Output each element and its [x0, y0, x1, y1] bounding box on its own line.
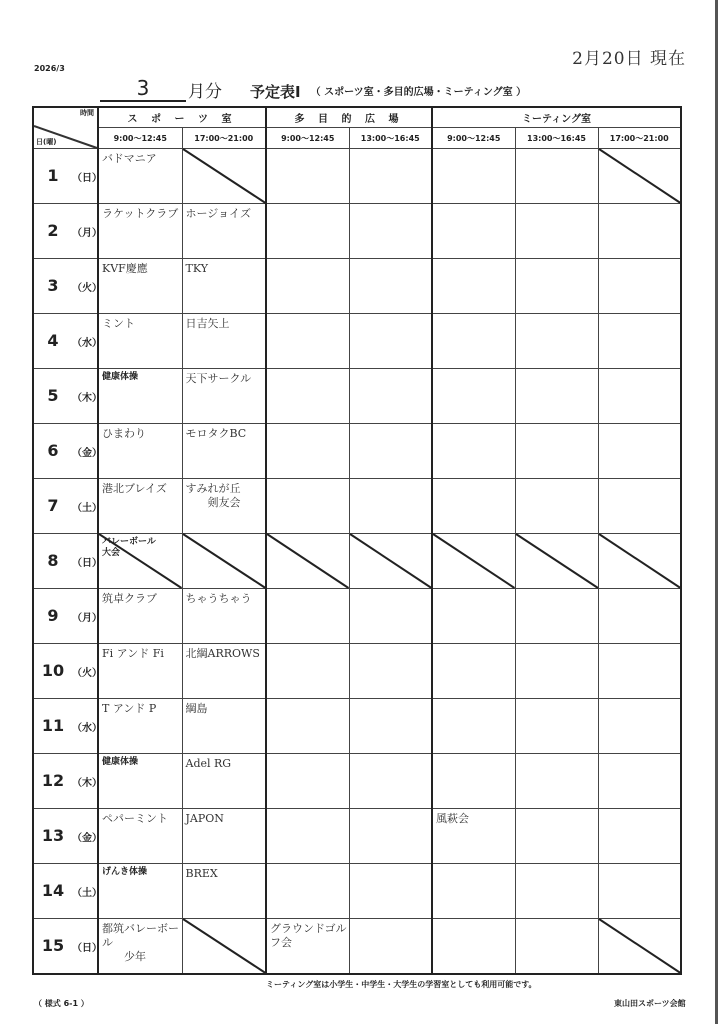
- schedule-cell[interactable]: [349, 259, 432, 314]
- schedule-cell[interactable]: [266, 589, 349, 644]
- schedule-cell[interactable]: [515, 149, 598, 204]
- schedule-cell[interactable]: [515, 534, 598, 589]
- time-slot-header: 13:00～16:45: [349, 128, 432, 149]
- scan-edge: [715, 0, 718, 1024]
- day-cell: [33, 204, 102, 259]
- schedule-cell[interactable]: [349, 589, 432, 644]
- booking-text: グラウンドゴルフ会: [270, 922, 347, 949]
- schedule-cell[interactable]: [182, 644, 266, 699]
- schedule-cell[interactable]: [182, 259, 266, 314]
- schedule-cell[interactable]: [98, 204, 182, 259]
- schedule-cell[interactable]: [349, 149, 432, 204]
- table-row: [33, 204, 681, 259]
- schedule-cell[interactable]: [515, 699, 598, 754]
- room-header-plaza: 多 目 的 広 場: [266, 107, 432, 128]
- unavailable-slash: [267, 534, 349, 588]
- schedule-cell[interactable]: [182, 534, 266, 589]
- schedule-cell[interactable]: [349, 369, 432, 424]
- table-row: [33, 754, 681, 809]
- schedule-cell[interactable]: [349, 919, 432, 975]
- schedule-title: 予定表Ⅰ: [250, 83, 301, 101]
- day-cell: [33, 754, 102, 809]
- schedule-cell[interactable]: [515, 589, 598, 644]
- schedule-cell[interactable]: [182, 589, 266, 644]
- booking-text: 綱島: [185, 702, 208, 715]
- day-cell: [33, 589, 102, 644]
- schedule-cell[interactable]: [182, 204, 266, 259]
- schedule-cell[interactable]: [598, 424, 681, 479]
- booking-text: 健康体操: [102, 372, 139, 382]
- day-cell: [33, 919, 102, 975]
- schedule-cell[interactable]: [98, 314, 182, 369]
- schedule-cell[interactable]: [598, 534, 681, 589]
- table-row: [33, 314, 681, 369]
- table-row: [33, 369, 681, 424]
- room-header-sports: ス ポ ー ツ 室: [98, 107, 266, 128]
- schedule-cell[interactable]: [98, 149, 182, 204]
- schedule-cell[interactable]: [182, 369, 266, 424]
- table-row: [33, 424, 681, 479]
- unavailable-slash: [599, 534, 681, 588]
- schedule-cell[interactable]: [598, 259, 681, 314]
- weekday: （水）: [72, 338, 102, 349]
- schedule-cell[interactable]: [432, 534, 515, 589]
- schedule-cell[interactable]: [98, 699, 182, 754]
- organization-name: 東山田スポーツ会館: [614, 999, 686, 1008]
- booking-text: 天下サークル: [185, 372, 252, 385]
- schedule-cell[interactable]: [266, 314, 349, 369]
- weekday: （金）: [72, 833, 102, 844]
- schedule-cell[interactable]: [432, 149, 515, 204]
- schedule-cell[interactable]: [432, 314, 515, 369]
- booking-text: すみれが丘 剣友会: [185, 482, 241, 509]
- schedule-cell[interactable]: [266, 149, 349, 204]
- room-header-meeting: ミーティング室: [432, 107, 681, 128]
- schedule-cell[interactable]: [598, 809, 681, 864]
- table-row: [33, 809, 681, 864]
- schedule-cell[interactable]: [182, 314, 266, 369]
- table-row: [33, 149, 681, 204]
- table-row: [33, 699, 681, 754]
- schedule-cell[interactable]: [266, 864, 349, 919]
- time-slot-header: 13:00～16:45: [515, 128, 598, 149]
- day-cell: [33, 369, 102, 424]
- schedule-cell[interactable]: [598, 314, 681, 369]
- unavailable-slash: [516, 534, 598, 588]
- schedule-cell[interactable]: [266, 424, 349, 479]
- time-slot-header: 9:00～12:45: [98, 128, 182, 149]
- schedule-cell[interactable]: [266, 369, 349, 424]
- booking-text: ちゃうちゃう: [185, 592, 252, 605]
- booking-text: BREX: [185, 867, 218, 880]
- unavailable-slash: [599, 919, 681, 973]
- day-cell: [33, 644, 102, 699]
- schedule-cell[interactable]: [515, 644, 598, 699]
- footer-note: ミーティング室は小学生・中学生・大学生の学習室としても利用可能です。: [266, 980, 537, 989]
- unavailable-slash: [99, 534, 182, 588]
- booking-text: TKY: [185, 262, 209, 275]
- schedule-cell[interactable]: [515, 754, 598, 809]
- booking-text: ホージョイズ: [185, 207, 251, 220]
- schedule-cell[interactable]: [598, 369, 681, 424]
- schedule-cell[interactable]: [349, 534, 432, 589]
- day-number: 11: [41, 716, 65, 735]
- schedule-cell[interactable]: [432, 589, 515, 644]
- weekday: （日）: [72, 173, 102, 184]
- booking-text: ミント: [102, 317, 135, 330]
- schedule-cell[interactable]: [432, 809, 515, 864]
- booking-text: モロタクBC: [185, 427, 247, 440]
- schedule-cell[interactable]: [182, 149, 266, 204]
- day-number: 6: [47, 441, 59, 460]
- table-row: [33, 259, 681, 314]
- schedule-cell[interactable]: [598, 864, 681, 919]
- schedule-cell[interactable]: [515, 424, 598, 479]
- booking-text: KVF慶應: [102, 262, 148, 275]
- booking-text: Adel RG: [185, 757, 232, 770]
- booking-text: 筑卓クラブ: [102, 592, 157, 605]
- table-row: [33, 534, 681, 589]
- booking-text: 日吉矢上: [185, 317, 230, 330]
- unavailable-slash: [183, 149, 266, 203]
- corner-day-label: 日(曜): [36, 138, 57, 146]
- schedule-cell[interactable]: [598, 479, 681, 534]
- day-number: 9: [47, 606, 59, 625]
- day-number: 2: [47, 221, 59, 240]
- table-row: [33, 644, 681, 699]
- schedule-cell[interactable]: [598, 149, 681, 204]
- booking-text: 健康体操: [102, 757, 139, 767]
- schedule-cell[interactable]: [432, 204, 515, 259]
- schedule-cell[interactable]: [182, 809, 266, 864]
- booking-text: ラケットクラブ: [102, 207, 179, 220]
- day-cell: [33, 259, 102, 314]
- schedule-subtitle: （ スポーツ室・多目的広場・ミーティング室 ）: [310, 87, 527, 98]
- booking-text: ペパーミント: [102, 812, 168, 825]
- schedule-cell[interactable]: [266, 534, 349, 589]
- schedule-cell[interactable]: [266, 699, 349, 754]
- schedule-cell[interactable]: [266, 754, 349, 809]
- schedule-cell[interactable]: [182, 699, 266, 754]
- weekday: （日）: [72, 558, 102, 569]
- corner-header: [33, 107, 98, 149]
- schedule-cell[interactable]: [349, 809, 432, 864]
- schedule-cell[interactable]: [598, 919, 681, 975]
- booking-text: 風萩会: [436, 812, 469, 825]
- weekday: （土）: [72, 503, 102, 514]
- day-number: 13: [41, 826, 65, 845]
- booking-text: 都筑バレーボール 少年: [102, 922, 179, 963]
- schedule-cell[interactable]: [266, 809, 349, 864]
- day-cell: [33, 424, 102, 479]
- schedule-cell[interactable]: [349, 314, 432, 369]
- schedule-cell[interactable]: [182, 479, 266, 534]
- unavailable-slash: [350, 534, 432, 588]
- schedule-cell[interactable]: [266, 479, 349, 534]
- schedule-cell[interactable]: [432, 259, 515, 314]
- unavailable-slash: [183, 534, 266, 588]
- schedule-cell[interactable]: [598, 204, 681, 259]
- booking-text: 港北ブレイズ: [102, 482, 167, 495]
- year-month-label: 2026/3: [34, 64, 65, 73]
- day-number: 3: [47, 276, 59, 295]
- schedule-table: [32, 106, 682, 975]
- schedule-cell[interactable]: [432, 919, 515, 975]
- schedule-cell[interactable]: [598, 644, 681, 699]
- day-cell: [33, 149, 102, 204]
- page-title: [100, 76, 526, 102]
- day-cell: [33, 864, 102, 919]
- table-row: [33, 864, 681, 919]
- booking-text: JAPON: [185, 812, 224, 825]
- day-number: 4: [47, 331, 59, 350]
- time-slot-header: 17:00～21:00: [598, 128, 681, 149]
- schedule-cell[interactable]: [515, 259, 598, 314]
- booking-text: Fi アンド Fi: [102, 647, 164, 660]
- schedule-cell[interactable]: [598, 699, 681, 754]
- schedule-cell[interactable]: [266, 259, 349, 314]
- day-number: 10: [41, 661, 65, 680]
- schedule-cell[interactable]: [182, 754, 266, 809]
- day-cell: [33, 534, 102, 589]
- schedule-cell[interactable]: [515, 369, 598, 424]
- schedule-cell[interactable]: [432, 754, 515, 809]
- weekday: （月）: [72, 613, 102, 624]
- schedule-cell[interactable]: [98, 479, 182, 534]
- schedule-cell[interactable]: [349, 864, 432, 919]
- day-cell: [33, 809, 102, 864]
- schedule-cell[interactable]: [432, 644, 515, 699]
- schedule-cell[interactable]: [98, 644, 182, 699]
- schedule-cell[interactable]: [349, 754, 432, 809]
- day-number: 15: [41, 936, 65, 955]
- schedule-cell[interactable]: [266, 644, 349, 699]
- unavailable-slash: [183, 919, 266, 973]
- table-row: [33, 479, 681, 534]
- day-cell: [33, 699, 102, 754]
- schedule-cell[interactable]: [515, 314, 598, 369]
- weekday: （火）: [72, 283, 102, 294]
- month-value: 3: [100, 76, 186, 102]
- schedule-cell[interactable]: [266, 204, 349, 259]
- unavailable-slash: [433, 534, 515, 588]
- schedule-cell[interactable]: [515, 919, 598, 975]
- weekday: （水）: [72, 723, 102, 734]
- booking-text: バレーボール 大会: [102, 537, 156, 558]
- month-suffix: 月分: [188, 82, 222, 102]
- time-slot-header: 17:00～21:00: [182, 128, 266, 149]
- table-row: [33, 589, 681, 644]
- schedule-cell[interactable]: [98, 589, 182, 644]
- schedule-cell[interactable]: [98, 424, 182, 479]
- schedule-cell[interactable]: [349, 699, 432, 754]
- schedule-cell[interactable]: [182, 864, 266, 919]
- table-row: [33, 919, 681, 975]
- schedule-cell[interactable]: [432, 864, 515, 919]
- schedule-cell[interactable]: [182, 919, 266, 975]
- day-number: 7: [47, 496, 59, 515]
- schedule-cell[interactable]: [98, 809, 182, 864]
- day-number: 8: [47, 551, 59, 570]
- day-number: 12: [41, 771, 65, 790]
- schedule-cell[interactable]: [432, 479, 515, 534]
- schedule-cell[interactable]: [598, 589, 681, 644]
- schedule-cell[interactable]: [598, 754, 681, 809]
- day-number: 14: [41, 881, 65, 900]
- time-slot-header: 9:00～12:45: [266, 128, 349, 149]
- unavailable-slash: [599, 149, 681, 203]
- as-of-date: 2月20日 現在: [572, 49, 686, 69]
- schedule-cell[interactable]: [182, 424, 266, 479]
- schedule-cell[interactable]: [349, 204, 432, 259]
- schedule-cell[interactable]: [515, 809, 598, 864]
- weekday: （木）: [72, 393, 102, 404]
- schedule-cell[interactable]: [98, 754, 182, 809]
- weekday: （日）: [72, 943, 102, 954]
- schedule-cell[interactable]: [349, 644, 432, 699]
- schedule-cell[interactable]: [432, 369, 515, 424]
- schedule-cell[interactable]: [349, 424, 432, 479]
- booking-text: 北綱ARROWS: [185, 647, 260, 660]
- schedule-cell[interactable]: [266, 919, 349, 975]
- schedule-cell[interactable]: [349, 479, 432, 534]
- schedule-cell[interactable]: [98, 919, 182, 975]
- form-id: （ 様式 6-1 ）: [34, 999, 89, 1008]
- schedule-cell[interactable]: [432, 424, 515, 479]
- schedule-cell[interactable]: [515, 479, 598, 534]
- day-cell: [33, 479, 102, 534]
- schedule-cell[interactable]: [432, 699, 515, 754]
- day-number: 1: [47, 166, 59, 185]
- booking-text: げんき体操: [102, 867, 148, 877]
- booking-text: T アンド P: [102, 702, 157, 715]
- schedule-cell[interactable]: [98, 534, 182, 589]
- schedule-cell[interactable]: [98, 864, 182, 919]
- weekday: （火）: [72, 668, 102, 679]
- schedule-cell[interactable]: [98, 369, 182, 424]
- time-slot-header: 9:00～12:45: [432, 128, 515, 149]
- day-number: 5: [47, 386, 59, 405]
- schedule-cell[interactable]: [515, 204, 598, 259]
- day-cell: [33, 314, 102, 369]
- booking-text: バドマニア: [102, 152, 157, 165]
- booking-text: ひまわり: [102, 427, 146, 440]
- weekday: （金）: [72, 448, 102, 459]
- weekday: （土）: [72, 888, 102, 899]
- weekday: （木）: [72, 778, 102, 789]
- schedule-cell[interactable]: [515, 864, 598, 919]
- corner-time-label: 時間: [80, 109, 94, 117]
- weekday: （月）: [72, 228, 102, 239]
- schedule-cell[interactable]: [98, 259, 182, 314]
